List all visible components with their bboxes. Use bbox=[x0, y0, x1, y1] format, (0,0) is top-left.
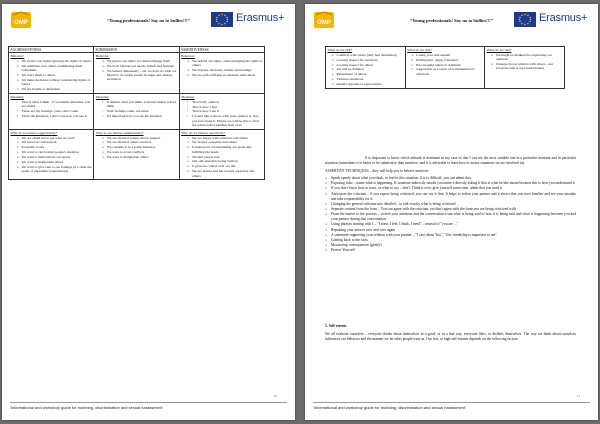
list-item: ➢ Speak openly about what you think, or feel in this situation. If it is difficult, you can admit that bbox=[325, 176, 576, 181]
list-item: ➢ We behave dishonestly - our we don't do what we intend to do which results in anger and anxiety escalation bbox=[102, 69, 177, 82]
list-item: ➢ Changes in our relation with others – not everyone will accept assertiveness bbox=[491, 62, 563, 71]
cell-title: Why do we behave aggressively? bbox=[10, 130, 58, 135]
list-item: ➢ We express our needs, beliefs and feelings bbox=[187, 68, 262, 72]
list-item: ➢ Using phrases starting with I – "I want, I feel, I think, I need" – instead of "you are ..." bbox=[325, 222, 576, 227]
list-item: ➢ It gives us control over our life bbox=[187, 164, 262, 168]
techniques-title: ASSERTIVE TECHNIQUES – they will help you to behave assertive: bbox=[325, 168, 430, 173]
page-right bbox=[305, 4, 598, 420]
list-item: ➢ Loosing respect for others bbox=[332, 63, 404, 67]
table-row-meaning bbox=[9, 94, 264, 130]
page-header bbox=[10, 9, 287, 31]
page-left bbox=[2, 4, 295, 420]
list-item: ➢ We don't listen to others bbox=[17, 73, 92, 77]
list-item: ➢ We respect ourselves and others bbox=[187, 140, 262, 144]
cell-meaning-submissive bbox=[94, 94, 179, 129]
table-row-behavior bbox=[9, 53, 264, 94]
list-item: ➢ Results opposite to expectations bbox=[332, 82, 404, 86]
attitudes-table bbox=[8, 46, 265, 180]
list-item: ➢ A statement supporting your relation with your partner – "I care about You", "Our friendship is important to me" bbox=[325, 233, 576, 238]
cell-risk-assertive bbox=[485, 47, 564, 88]
header-aggressiveness: AGGRESSIVENESS bbox=[9, 47, 94, 52]
list-item: ➢ We have low self-esteem bbox=[17, 140, 92, 144]
list-item: ➢ Changing the general criticism into detailed – to talk exactly what is being criticized bbox=[325, 202, 576, 207]
cell-meaning-aggressive bbox=[9, 94, 94, 129]
list-item: ➢ We are happy with ourselves and others bbox=[187, 136, 262, 140]
page-number: 11 bbox=[576, 394, 580, 398]
list-item: ➢ Losing your self-esteem bbox=[411, 53, 483, 57]
list-item: ➢ We will be disliked bbox=[332, 67, 404, 71]
page-number: 10 bbox=[273, 394, 277, 398]
list-item: ➢ We are afraid of losing others' support bbox=[102, 136, 177, 140]
section-paragraph: We all evaluate ourselves – everyone thinks about themselves in a good, or in a bad way, everyone likes, or dislikes themselves. The way we think about ourselves influences our behavior and the manner we let other people treat us. Our low, or high self-esteem depends on the following factors: bbox=[325, 331, 576, 341]
header-assertiveness: ASSERTIVENESS bbox=[180, 47, 209, 52]
table-row-risk bbox=[326, 47, 564, 88]
list-item: ➢ It helps us in accomplishing our goals and fulfilling the needs bbox=[187, 145, 262, 154]
list-item: • I would like to know what your opinion is, how you feel about it. Maybe we will be able to find the solution that satisfies both of us bbox=[187, 114, 262, 127]
list-item: ➢ We might be disliked for expressing our opinions bbox=[491, 53, 563, 62]
list-item: ➢ Feeling hurt, angry, frustrated bbox=[411, 58, 483, 62]
list-item: ➢ Anticipate the criticism – if you expect being criticized, you can say it first. It helps to soften your partner and it shows that you trust him/her and see your mistake and take responsibility for it bbox=[325, 192, 576, 202]
list-item: ➢ Loosing respect for ourselves bbox=[332, 58, 404, 62]
header-submission: SUBMISSION bbox=[94, 47, 179, 52]
intro-paragraph: It is important to know which attitude is dominant in my case so that I can see the most suitable one in a particular moment and in particular situation (sometimes it is better to be submissive than assertive, and it is advisable to learn how to assess situations we are involved in). bbox=[325, 156, 576, 165]
cell-title: What do we risk? bbox=[486, 48, 512, 52]
body-text bbox=[325, 156, 576, 253]
list-item: ➢ We want to manipulate others bbox=[102, 155, 177, 159]
page-title: “Young professionals! Say no to bullies!!!” bbox=[410, 18, 493, 23]
cell-why-submissive bbox=[94, 130, 179, 180]
list-item: ➢ If you don't know how to react, or what to say – don't. Think it over, give yourself some time, admit that you need it bbox=[325, 186, 576, 191]
list-item: • It's important how you see the situation bbox=[102, 114, 177, 118]
erasmus-logo bbox=[514, 11, 590, 27]
cell-behavior-aggressive bbox=[9, 53, 94, 93]
list-item: ➢ We want to manipulate others bbox=[17, 160, 92, 164]
list-item: ➢ We dominate over others, humiliating them sometimes bbox=[17, 64, 92, 73]
list-item: ➢ Conflicts with others (they feel threatened) bbox=[332, 53, 404, 57]
eu-flag-icon bbox=[211, 12, 233, 27]
list-item: ➢ We consider it as a polite behavior bbox=[102, 145, 177, 149]
list-item: • That is what I think – if you think otherwise, you are stupid bbox=[17, 100, 92, 109]
list-item: ➢ We protect our rights ignoring the rights of others bbox=[17, 59, 92, 63]
list-item: ➢ Separate content from the form – You can agree with the criticism, yet don't agree with the form you are being criticized with bbox=[325, 207, 576, 212]
list-item: ➢ From the matter to the process – switch your attention and the conversation from what is being said to how it is being said and what is happening between you and your partner during that conversation bbox=[325, 212, 576, 222]
erasmus-label: Erasmus+ bbox=[236, 12, 285, 24]
list-item: ➢ We make decisions without considering rights of others bbox=[17, 78, 92, 87]
risk-table bbox=[325, 46, 565, 89]
cell-behavior-submissive bbox=[94, 53, 179, 93]
techniques-list bbox=[325, 176, 576, 253]
list-item: • That is how I feel bbox=[187, 105, 262, 109]
list-item: • Your feelings count, not mine bbox=[102, 109, 177, 113]
list-item: ➢ Coming back to the facts bbox=[325, 238, 576, 243]
list-item: • It matters what you think, it doesn't matter what I think bbox=[102, 100, 177, 109]
page-header bbox=[313, 9, 590, 31]
cell-title: Meaning: bbox=[95, 94, 110, 99]
list-item: ➢ Encouraging others to dominate bbox=[411, 63, 483, 67]
list-item: ➢ Exposing false – name what is happening. If someone indirectly insults you name it directly asking if that is what he/she meant because this is how you understand it bbox=[325, 181, 576, 186]
list-item: ➢ Aggression as a result of accumulation of emotions bbox=[411, 67, 483, 76]
cell-risk-aggressive bbox=[326, 47, 406, 88]
page-footer: 'Informational and workshop guide for mobbing, discrimination and sexual harassment' bbox=[313, 402, 590, 410]
list-item: • That's the situation, I don't care how you see it. bbox=[17, 114, 92, 118]
cell-title: What do we risk? bbox=[327, 48, 353, 52]
list-item: ➢ We ignore our rights, let others infringe them bbox=[102, 59, 177, 63]
list-item: ➢ Repeating your answer over and over again bbox=[325, 228, 576, 233]
list-item: ➢ We are self-confident in relations with others bbox=[187, 73, 262, 77]
list-item: ➢ We want to catch other people's attention bbox=[17, 150, 92, 154]
list-item: ➢ Our self-esteem is being built up bbox=[187, 159, 262, 163]
table-row-why bbox=[9, 130, 264, 180]
logo-text: OMP bbox=[317, 20, 331, 26]
list-item: ➢ It usually works bbox=[17, 145, 92, 149]
cell-why-aggressive bbox=[9, 130, 94, 180]
list-item: ➢ We want to demonstrate our power bbox=[17, 155, 92, 159]
cell-title: Meaning: bbox=[181, 94, 195, 99]
list-item: • That is how I see it bbox=[187, 109, 262, 113]
list-item: ➢ We want to avoid conflicts bbox=[102, 150, 177, 154]
list-item: ➢ We are afraid of others reaction bbox=[102, 140, 177, 144]
list-item: ➢ We are afraid not to get what we want bbox=[17, 136, 92, 140]
eu-flag-icon bbox=[514, 12, 536, 27]
logo-text: OMP bbox=[14, 20, 28, 26]
list-item: ➢ Violence situations bbox=[332, 77, 404, 81]
list-item: ➢ We want to give vent to our feelings (it's often the result of unrealistic expectations) bbox=[17, 165, 92, 174]
list-item: • These are my feelings, yours don't count bbox=[17, 109, 92, 113]
page-footer: 'Informational and workshop guide for mobbing, discrimination and sexual harassment' bbox=[10, 402, 287, 410]
list-item: ➢ Protect Yourself bbox=[325, 248, 576, 253]
erasmus-label: Erasmus+ bbox=[539, 12, 588, 24]
self-esteem-section bbox=[325, 324, 576, 344]
cell-title: Meaning: bbox=[10, 94, 24, 99]
list-item: ➢ We are honest and fair toward ourselves and others bbox=[187, 169, 262, 178]
page-title: “Young professionals! Say no to bullies!!!” bbox=[107, 18, 190, 23]
list-item: ➢ We don't express our needs, beliefs and feelings bbox=[102, 64, 177, 68]
list-item: ➢ We are hostile or defendant bbox=[17, 87, 92, 91]
list-item: ➢ Monitoring consequences (gently) bbox=[325, 243, 576, 248]
cell-title: Behavior: bbox=[95, 54, 110, 58]
cell-behavior-assertive bbox=[180, 53, 264, 93]
cell-title: Behavior: bbox=[181, 54, 195, 58]
cell-risk-submissive bbox=[406, 47, 486, 88]
erasmus-logo bbox=[211, 11, 287, 27]
cell-title: Why do we behave assertively? bbox=[181, 130, 226, 135]
list-item: • That is my opinion bbox=[187, 100, 262, 104]
cell-why-assertive bbox=[180, 130, 264, 180]
list-item: ➢ We defend our rights, acknowledging the rights of others bbox=[187, 59, 262, 68]
cell-meaning-assertive bbox=[180, 94, 264, 129]
list-item: ➢ We hurt people less bbox=[187, 155, 262, 159]
cell-title: Behavior: bbox=[10, 54, 25, 58]
section-heading: 5. Self-esteem bbox=[325, 324, 347, 328]
cell-title: Why do we behave submissively? bbox=[95, 130, 144, 135]
list-item: ➢ Resentment of others bbox=[332, 72, 404, 76]
cell-title: What do we risk? bbox=[407, 48, 432, 52]
